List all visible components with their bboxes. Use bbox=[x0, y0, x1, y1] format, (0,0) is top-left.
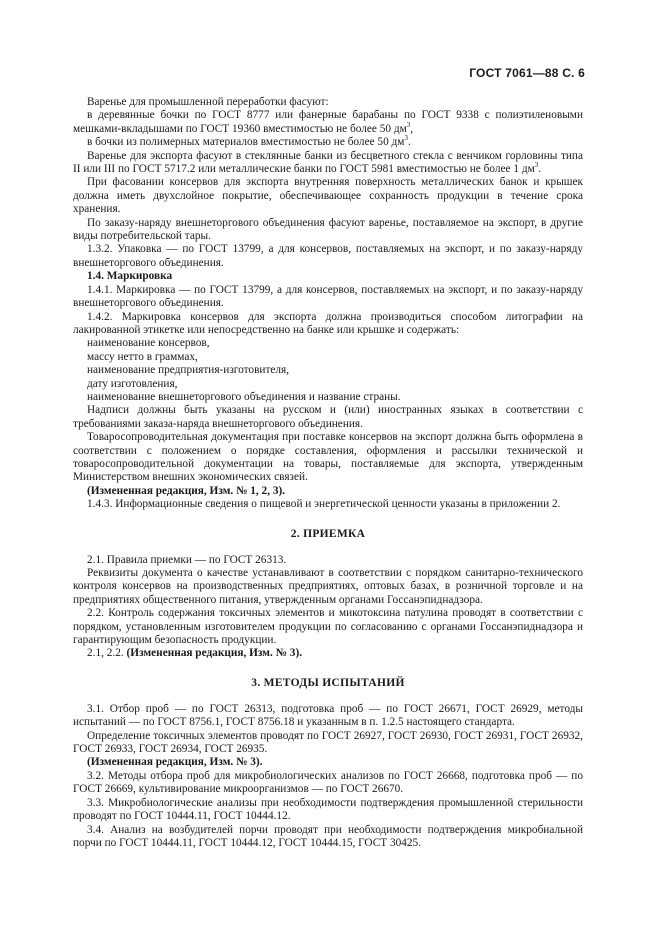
section-heading-marking: 1.4. Маркировка bbox=[87, 270, 173, 283]
paragraph: 2.1. Правила приемки — по ГОСТ 26313. bbox=[87, 553, 287, 566]
list-item: наименование консервов, bbox=[87, 337, 210, 350]
section-heading-acceptance: 2. ПРИЕМКА bbox=[290, 527, 366, 540]
amendment-note: (Измененная редакция, Изм. № 3). bbox=[87, 756, 263, 769]
superscript: 3 bbox=[404, 134, 408, 143]
punctuation: , bbox=[410, 122, 414, 135]
list-item: наименование предприятия-изготовителя, bbox=[87, 364, 290, 377]
paragraph: Надписи должны быть указаны на русском и (или) иностранных языках в соответствии с требованиями заказа-наряда внешнеторгового объединения. bbox=[73, 404, 583, 430]
paragraph: 2.2. Контроль содержания токсичных элементов и микотоксина патулина проводят в соответствии с порядком, установленным изготовителем продукции по согласованию с органами Госсанэпиднадзора и гарантирующим безопасность продукции. bbox=[73, 607, 583, 647]
paragraph: Товаросопроводительная документация при поставке консервов на экспорт должна быть оформлена в соответствии с положением о порядке составления, оформления и рассылки технической и товаросопроводительной документации на товары, поставляемые для экспорта, утвержденным Министерством внешних экономических связей. bbox=[73, 431, 583, 484]
paragraph: 1.4.2. Маркировка консервов для экспорта должна производиться способом литографии на лакированной этикетке или непосредственно на банке или крышке и содержать: bbox=[73, 310, 583, 336]
paragraph: 3.2. Методы отбора проб для микробиологических анализов по ГОСТ 26668, подготовка проб — по ГОСТ 26669, культивирование микроорганизмов — по ГОСТ 26670. bbox=[73, 769, 583, 796]
paragraph: 1.4.3. Информационные сведения о пищевой и энергетической ценности указаны в приложении 2. bbox=[87, 498, 561, 511]
paragraph bbox=[73, 109, 583, 136]
paragraph-text: в бочки из полимерных материалов вместимостью не более 50 дм bbox=[87, 136, 405, 149]
paragraph bbox=[73, 136, 583, 149]
superscript: 3 bbox=[534, 161, 539, 170]
paragraph: 1.4.1. Маркировка — по ГОСТ 13799, а для консервов, поставляемых на экспорт, и по заказу-наряду внешнеторгового объединения. bbox=[73, 283, 583, 310]
amendment-note: (Измененная редакция, Изм. № 1, 2, 3). bbox=[87, 484, 286, 497]
punctuation: . bbox=[407, 136, 411, 149]
paragraph bbox=[73, 150, 583, 177]
section-heading-methods: 3. МЕТОДЫ ИСПЫТАНИЙ bbox=[251, 676, 405, 689]
paragraph-text: 2.1, 2.2. bbox=[87, 647, 127, 660]
list-item: массу нетто в граммах, bbox=[87, 350, 198, 363]
punctuation: . bbox=[538, 163, 542, 176]
paragraph: 1.3.2. Упаковка — по ГОСТ 13799, а для консервов, поставляемых на экспорт, и по заказу-наряду внешнеторгового объединения. bbox=[73, 243, 583, 269]
document-body bbox=[73, 96, 583, 850]
paragraph: 3.1. Отбор проб — по ГОСТ 26313, подготовка проб — по ГОСТ 26671, ГОСТ 26929, методы испытаний — по ГОСТ 8756.1, ГОСТ 8756.18 и указанным в п. 1.2.5 настоящего стандарта. bbox=[73, 702, 583, 729]
paragraph: Определение токсичных элементов проводят по ГОСТ 26927, ГОСТ 26930, ГОСТ 26931, ГОСТ 26932, ГОСТ 26933, ГОСТ 26934, ГОСТ 26935. bbox=[73, 729, 583, 756]
paragraph-text: в деревянные бочки по ГОСТ 8777 или фанерные барабаны по ГОСТ 9338 с полиэтиленовыми мешками-вкладышами по ГОСТ 19360 вместимостью не более 50 дм bbox=[73, 109, 583, 135]
paragraph: При фасовании консервов для экспорта внутренняя поверхность металлических банок и крышек должна иметь двухслойное покрытие, обеспечивающее сохранность продукции в течение срока хранения. bbox=[73, 176, 583, 216]
page-header: ГОСТ 7061—88 С. 6 bbox=[469, 66, 585, 80]
superscript: 3 bbox=[406, 121, 411, 130]
paragraph bbox=[73, 647, 583, 660]
paragraph: 3.3. Микробиологические анализы при необходимости подтверждения промышленной стерильности проводят по ГОСТ 10444.11, ГОСТ 10444.12. bbox=[73, 796, 583, 823]
paragraph: 3.4. Анализ на возбудителей порчи проводят при необходимости подтверждения микробиальной порчи по ГОСТ 10444.11, ГОСТ 10444.12, ГОСТ 10444.15, ГОСТ 30425. bbox=[73, 823, 583, 849]
paragraph: По заказу-наряду внешнеторгового объединения фасуют варенье, поставляемое на экспорт, в другие виды потребительской тары. bbox=[73, 216, 583, 243]
list-item: наименование внешнеторгового объединения и название страны. bbox=[87, 390, 401, 403]
paragraph: Варенье для промышленной переработки фасуют: bbox=[87, 96, 329, 108]
paragraph: Реквизиты документа о качестве устанавливают в соответствии с порядком санитарно-технического контроля консервов на производственных предприятиях, оптовых базах, в розничной торговле и на предприятиях общественного питания, утвержденным органами Госсанэпиднадзора. bbox=[73, 567, 583, 606]
paragraph-text: Варенье для экспорта фасуют в стеклянные банки из бесцветного стекла с венчиком горловины типа II или III по ГОСТ 5717.2 или металлические банки по ГОСТ 5981 вместимостью не более 1 дм bbox=[73, 149, 583, 176]
list-item: дату изготовления, bbox=[87, 377, 178, 390]
amendment-note: (Измененная редакция, Изм. № 3). bbox=[126, 647, 303, 660]
